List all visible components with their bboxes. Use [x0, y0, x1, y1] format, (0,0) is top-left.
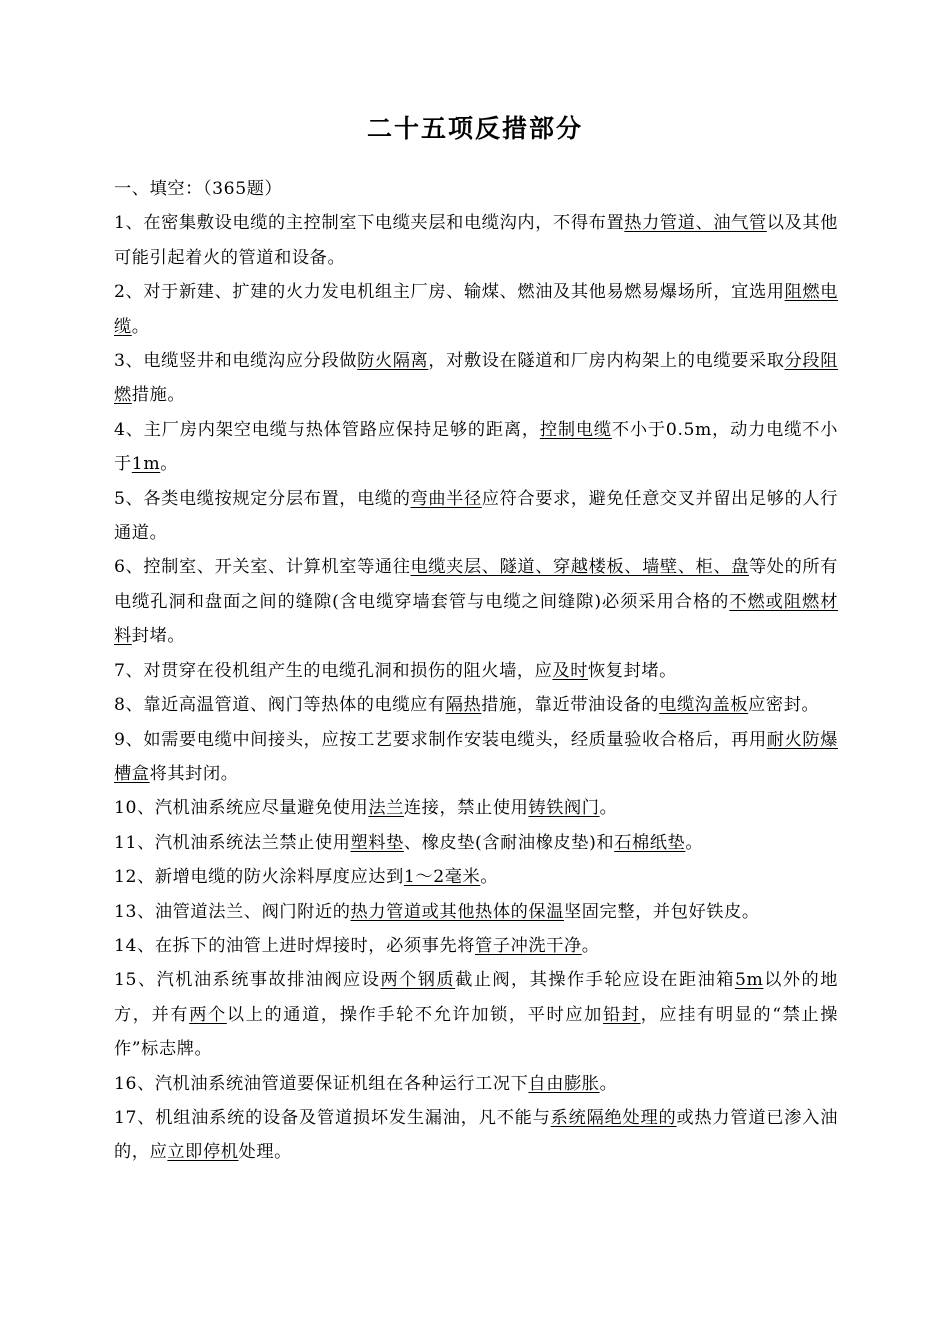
question-text: 6、控制室、开关室、计算机室等通往	[114, 557, 411, 578]
question-item	[114, 206, 838, 275]
answer-blank: 1～2毫米	[403, 867, 481, 888]
answer-blank: 法兰	[368, 798, 404, 819]
question-item	[114, 1101, 838, 1170]
answer-blank: 两个钢质	[380, 970, 456, 991]
question-item	[114, 413, 838, 482]
question-text: 以及其他可能引起着火的管道和设备。	[114, 213, 839, 268]
answer-blank: 及时	[552, 660, 589, 681]
answer-blank: 防火隔离	[357, 351, 429, 372]
question-item	[114, 929, 838, 963]
answer-blank: 自由膨胀	[528, 1073, 600, 1094]
question-text: 1、在密集敷设电缆的主控制室下电缆夹层和电缆沟内，不得布置	[114, 213, 625, 234]
question-text: 坚固完整，并包好铁皮。	[563, 901, 760, 922]
question-text: 3、电缆竖井和电缆沟应分段做	[114, 351, 358, 372]
question-text: 15、汽机油系统事故排油阀应设	[114, 970, 381, 991]
question-text: 以外的地方，并有	[114, 970, 838, 1025]
question-text: ，对敷设在隧道和厂房内构架上的电缆要采取	[428, 351, 785, 372]
question-text: 或热力管道已渗入油的，应	[114, 1107, 839, 1163]
question-item	[114, 895, 838, 929]
answer-blank: 弯曲半径	[410, 488, 482, 509]
question-text: 措施。	[131, 385, 186, 406]
question-text: 。	[480, 867, 499, 888]
answer-blank: 阻燃电缆	[114, 282, 838, 337]
answer-blank: 控制电缆	[539, 419, 612, 440]
question-text: 。	[599, 1073, 618, 1094]
question-item	[114, 963, 838, 1066]
question-text: 4、主厂房内架空电缆与热体管路应保持足够的距离，	[114, 419, 540, 440]
question-item	[114, 826, 838, 860]
question-text: 。	[131, 316, 150, 337]
answer-blank: 管子冲洗干净	[475, 935, 582, 956]
question-text: 等处的所有电缆孔洞和盘面之间的缝隙(含电缆穿墙套管与电缆之间缝隙)必须采用合格的	[114, 557, 839, 612]
question-item	[114, 550, 838, 653]
question-text: 。	[685, 832, 704, 853]
question-text: 12、新增电缆的防火涂料厚度应达到	[114, 867, 404, 888]
question-text: 14、在拆下的油管上进时焊接时，必须事先将	[114, 935, 476, 956]
section-heading: 一、填空：（365题）	[114, 179, 283, 199]
answer-blank: 铅封	[602, 1004, 641, 1025]
question-item	[114, 344, 838, 413]
answer-blank: 石棉纸垫	[614, 832, 686, 853]
answer-blank: 不燃或阻燃材料	[114, 591, 838, 647]
question-text: 16、汽机油系统油管道要保证机组在各种运行工况下	[114, 1073, 529, 1094]
question-item	[114, 791, 838, 825]
answer-blank: 分段阻燃	[114, 351, 838, 406]
question-text: 截止阀，其操作手轮应设在距油箱	[455, 970, 735, 991]
page-title: 二十五项反措部分	[366, 114, 583, 143]
answer-blank: 电缆沟盖板	[659, 695, 749, 716]
question-text: 17、机组油系统的设备及管道损坏发生漏油，凡不能与	[114, 1107, 551, 1128]
question-text: 11、汽机油系统法兰禁止使用	[114, 832, 351, 853]
question-text: 。	[581, 935, 600, 956]
question-text: 封堵。	[131, 626, 186, 647]
question-text: 2、对于新建、扩建的火力发电机组主厂房、输煤、燃油及其他易燃易爆场所，宜选用	[114, 282, 785, 303]
document-body	[114, 172, 838, 1170]
question-item	[114, 688, 838, 722]
question-text: 连接，禁止使用	[403, 798, 529, 819]
question-item	[114, 275, 838, 344]
answer-blank: 1m	[131, 454, 161, 475]
question-item	[114, 482, 838, 551]
answer-blank: 隔热	[445, 695, 482, 716]
answer-blank: 立即停机	[167, 1142, 239, 1163]
answer-blank: 塑料垫	[350, 832, 404, 853]
question-item	[114, 723, 838, 792]
question-text: 8、靠近高温管道、阀门等热体的电缆应有	[114, 695, 446, 716]
question-text: 将其封闭。	[149, 763, 239, 784]
question-text: 7、对贯穿在役机组产生的电缆孔洞和损伤的阻火墙，应	[114, 660, 553, 681]
question-text: 应密封。	[748, 695, 820, 716]
answer-blank: 铸铁阀门	[528, 798, 600, 819]
question-text: 10、汽机油系统应尽量避免使用	[114, 798, 369, 819]
question-text: 恢复封堵。	[588, 660, 677, 681]
answer-blank: 两个	[189, 1004, 227, 1025]
question-text: 不小于0.5m，动力电缆不小于	[114, 419, 838, 475]
question-text: 应符合要求，避免任意交叉并留出足够的人行通道。	[114, 488, 838, 544]
answer-blank: 5m	[734, 970, 764, 991]
question-item	[114, 860, 838, 894]
question-text: 处理。	[238, 1142, 292, 1163]
answer-blank: 热力管道、油气管	[624, 213, 767, 234]
answer-blank: 热力管道或其他热体的保温	[350, 901, 564, 922]
question-text: 以上的通道，操作手轮不允许加锁，平时应加	[226, 1004, 603, 1025]
question-text: 9、如需要电缆中间接头，应按工艺要求制作安装电缆头，经质量验收合格后，再用	[114, 729, 767, 750]
answer-blank: 系统隔绝处理的	[550, 1107, 677, 1128]
question-item	[114, 654, 838, 688]
answer-blank: 耐火防爆槽盒	[114, 729, 839, 784]
answer-blank: 电缆夹层、隧道、穿越楼板、墙壁、柜、盘	[410, 557, 749, 578]
question-text: 。	[160, 454, 179, 475]
question-text: 。	[599, 798, 618, 819]
question-text: ，应挂有明显的“禁止操作”标志牌。	[114, 1004, 839, 1060]
question-text: 、橡皮垫(含耐油橡皮垫)和	[403, 832, 615, 853]
question-item	[114, 1067, 838, 1101]
question-text: 5、各类电缆按规定分层布置，电缆的	[114, 488, 411, 509]
question-text: 措施，靠近带油设备的	[481, 695, 660, 716]
question-text: 13、油管道法兰、阀门附近的	[114, 901, 351, 922]
